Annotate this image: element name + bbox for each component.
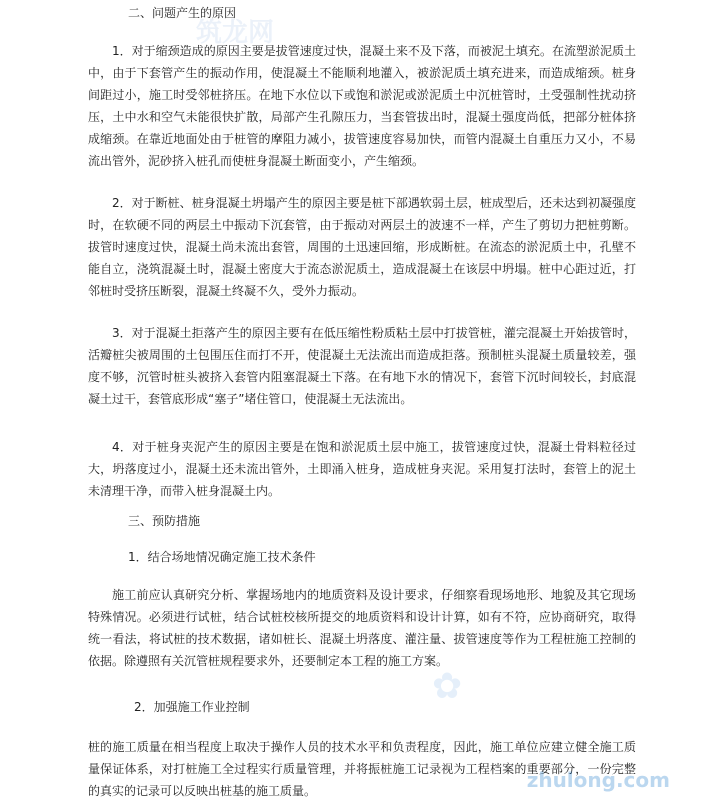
section-2-title: 二、问题产生的原因 [128,6,237,20]
section-3-subheading-1: 1．结合场地情况确定施工技术条件 [128,550,316,564]
section-2-paragraph-3: 3．对于混凝土拒落产生的原因主要有在低压缩性粉质粘土层中打拔管桩，灌完混凝土开始拔管时，活瓣桩尖被周围的土包围压住而打不开，使混凝土无法流出而造成拒落。预制桩头混凝土质量较差，强度不够，沉管时桩头被挤入套管内阻塞混凝土下落。在有地下水的情况下，套管下沉时间较长，封底混凝土过干，套管底形成“塞子”堵住管口，使混凝土无法流出。 [88,326,636,406]
watermark-flower-icon: ✿ [432,666,463,707]
section-2-paragraph-1: 1．对于缩颈造成的原因主要是拔管速度过快，混凝土来不及下落，而被泥土填充。在流塑淤泥质土中，由于下套管产生的振动作用，使混凝土不能顺利地灌入，被淤泥质土填充进来，而造成缩颈。桩身间距过小，施工时受邻桩挤压。在地下水位以下或饱和淤泥或淤泥质土中沉桩管时，土受强制性扰动挤压，土中水和空气未能很快扩散，局部产生孔隙压力，当套管拔出时，混凝土强度尚低，把部分桩体挤成缩颈。在靠近地面处由于桩管的摩阻力减小，拔管速度容易加快，而管内混凝土自重压力又小，不易流出管外，泥砂挤入桩孔而使桩身混凝土断面变小，产生缩颈。 [88,44,636,168]
section-2-paragraph-4: 4．对于桩身夹泥产生的原因主要是在饱和淤泥质土层中施工，拔管速度过快，混凝土骨料粒径过大，坍落度过小，混凝土还未流出管外，土即涌入桩身，造成桩身夹泥。采用复打法时，套管上的泥土未清理干净，而带入桩身混凝土内。 [88,440,636,498]
section-3-subheading-2: 2．加强施工作业控制 [134,700,250,714]
watermark-logo: zhulong.com [526,768,670,792]
section-3-paragraph-1: 施工前应认真研究分析、掌握场地内的地质资料及设计要求，仔细察看现场地形、地貌及其它现场特殊情况。必须进行试桩，结合试桩校核所提交的地质资料和设计计算，如有不符，应协商研究，取得统一看法，将试桩的技术数据，诸如桩长、混凝土坍落度、灌注量、拔管速度等作为工程桩施工控制的依据。除遵照有关沉管桩规程要求外，还要制定本工程的施工方案。 [88,588,636,668]
section-3-title: 三、预防措施 [128,514,201,528]
section-3-paragraph-2: 桩的施工质量在相当程度上取决于操作人员的技术水平和负责程度，因此，施工单位应建立健全施工质量保证体系，对打桩施工全过程实行质量管理，并将振桩施工记录视为工程档案的重要部分，一份完整的真实的记录可以反映出桩基的施工质量。 [88,740,636,798]
watermark-top: 筑龙网 [196,18,275,48]
section-2-paragraph-2: 2．对于断桩、桩身混凝土坍塌产生的原因主要是桩下部遇软弱土层，桩成型后，还未达到初凝强度时，在软硬不同的两层土中振动下沉套管，由于振动对两层土的波速不一样，产生了剪切力把桩剪断。拔管时速度过快，混凝土尚未流出套管，周围的土迅速回缩，形成断桩。在流态的淤泥质土中，孔壁不能自立，浇筑混凝土时，混凝土密度大于流态淤泥质土，造成混凝土在该层中坍塌。桩中心距过近，打邻桩时受挤压断裂，混凝土终凝不久，受外力振动。 [88,196,636,298]
